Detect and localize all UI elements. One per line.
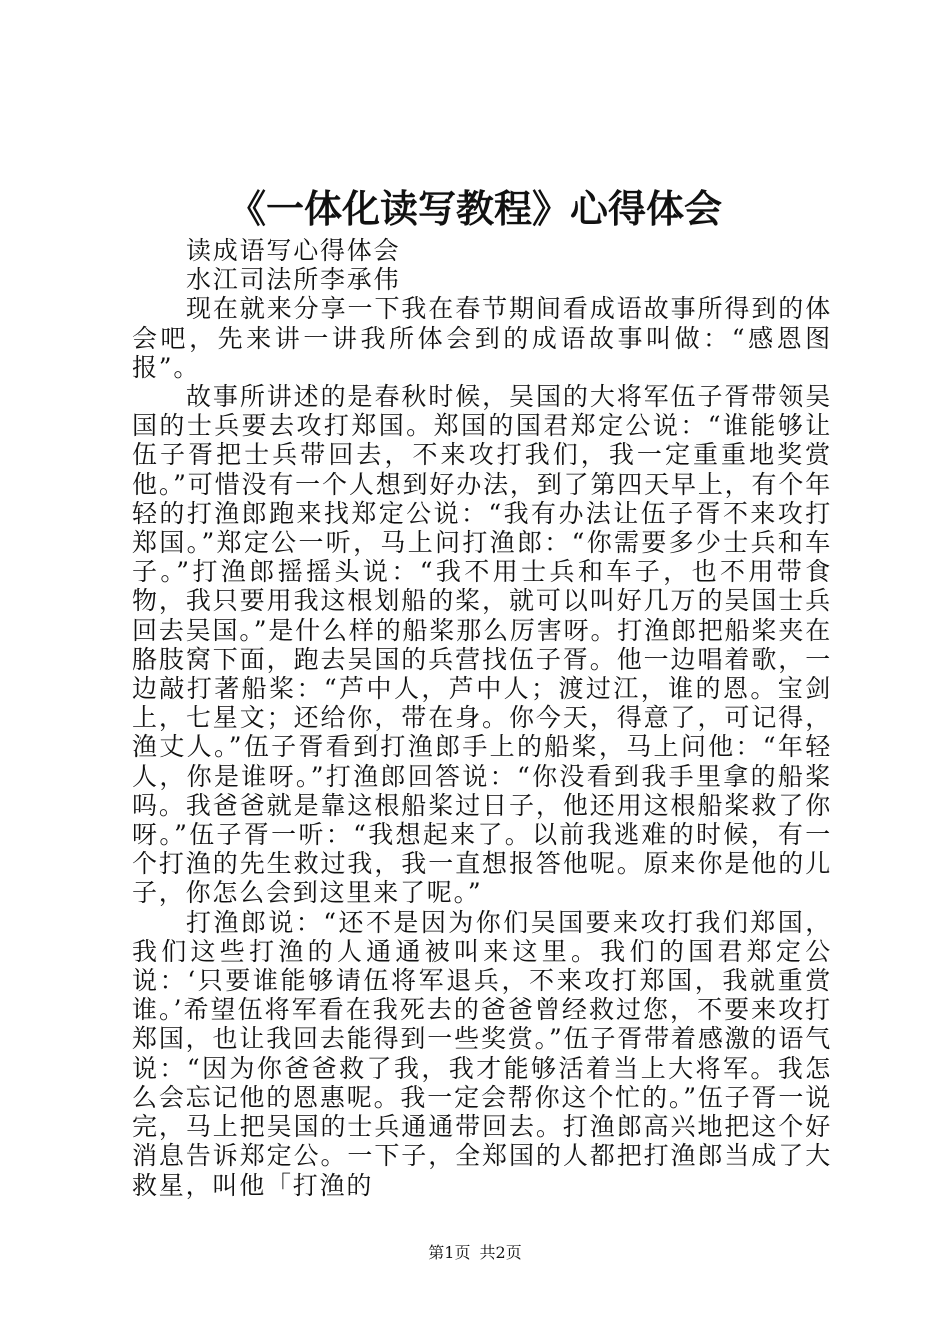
body-paragraph: 打渔郎说：“还不是因为你们吴国要来攻打我们郑国，我们这些打渔的人通通被叫来这里。我们的国君郑定公说：‘只要谁能够请伍将军退兵，不来攻打郑国，我就重赏谁。’希望伍将军看在我死去的爸爸曾经救过您，不要来攻打郑国，也让我回去能得到一些奖赏。”伍子胥带着感激的语气说：“因为你爸爸救了我，我才能够活着当上大将军。我怎么会忘记他的恩惠呢。我一定会帮你这个忙的。”伍子胥一说完，马上把吴国的士兵通通带回去。打渔郎高兴地把这个好消息告诉郑定公。一下子，全郑国的人都把打渔郎当成了大救星，叫他「打渔的 [132,907,832,1200]
subtitle-paragraph: 读成语写心得体会 [186,236,401,265]
page-number: 第1页 [428,1243,471,1262]
document-body [132,236,832,1200]
page-footer [0,1242,950,1264]
body-paragraph: 故事所讲述的是春秋时候，吴国的大将军伍子胥带领吴国的士兵要去攻打郑国。郑国的国君郑定公说：“谁能够让伍子胥把士兵带回去，不来攻打我们，我一定重重地奖赏他。”可惜没有一个人想到好办法，到了第四天早上，有个年轻的打渔郎跑来找郑定公说：“我有办法让伍子胥不来攻打郑国。”郑定公一听，马上问打渔郎：“你需要多少士兵和车子。”打渔郎摇摇头说：“我不用士兵和车子，也不用带食物，我只要用我这根划船的桨，就可以叫好几万的吴国士兵回去吴国。”是什么样的船桨那么厉害呀。打渔郎把船桨夹在胳肢窝下面，跑去吴国的兵营找伍子胥。他一边唱着歌，一边敲打著船桨：“芦中人，芦中人；渡过江，谁的恩。宝剑上，七星文；还给你，带在身。你今天，得意了，可记得，渔丈人。”伍子胥看到打渔郎手上的船桨，马上问他：“年轻人，你是谁呀。”打渔郎回答说：“你没看到我手里拿的船桨吗。我爸爸就是靠这根船桨过日子，他还用这根船桨救了你呀。”伍子胥一听：“我想起来了。以前我逃难的时候，有一个打渔的先生救过我，我一直想报答他呢。原来你是他的儿子，你怎么会到这里来了呢。” [132,382,832,908]
body-paragraph: 现在就来分享一下我在春节期间看成语故事所得到的体会吧，先来讲一讲我所体会到的成语故事叫做：“感恩图报”。 [132,294,832,382]
page-total: 共2页 [479,1243,522,1262]
author-paragraph: 水江司法所李承伟 [186,265,401,295]
document-title: 《一体化读写教程》心得体会 [227,186,722,231]
